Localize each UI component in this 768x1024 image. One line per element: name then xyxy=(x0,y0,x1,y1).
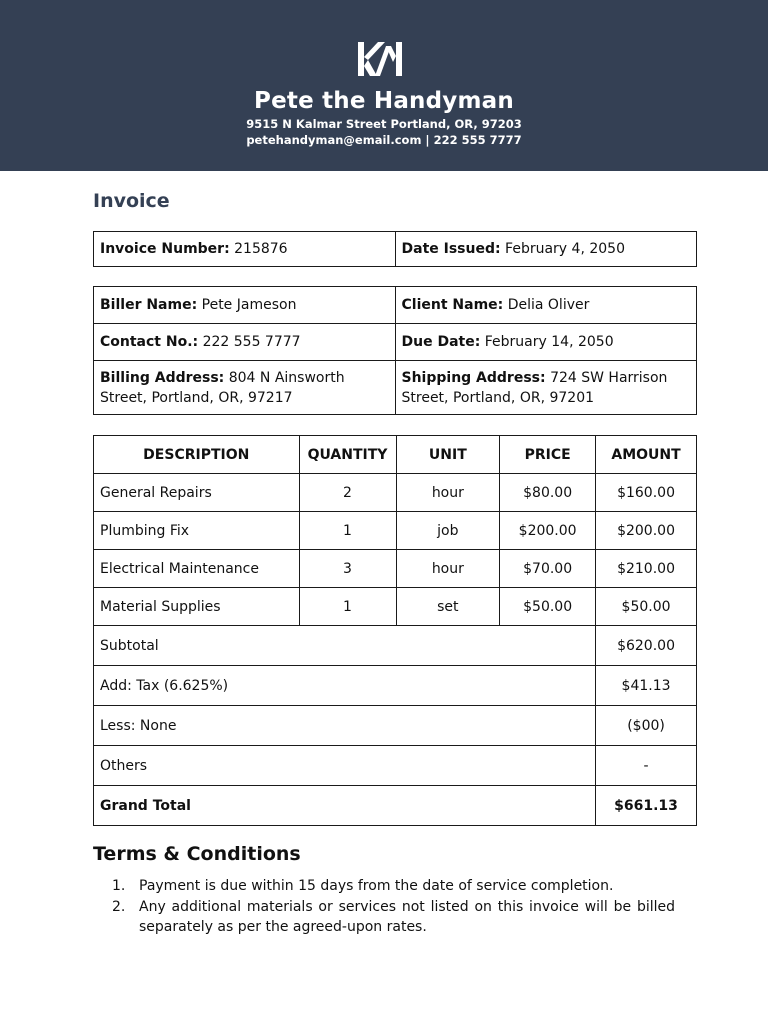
item-price: $80.00 xyxy=(500,474,596,512)
shipping-address-label: Shipping Address: xyxy=(401,369,546,386)
item-quantity: 1 xyxy=(299,588,396,626)
item-description: General Repairs xyxy=(94,474,300,512)
term-text: Payment is due within 15 days from the date of service completion. xyxy=(139,878,614,894)
term-text: Any additional materials or services not listed on this invoice will be billed separately as per the agreed-upon rates. xyxy=(139,898,675,935)
item-amount: $200.00 xyxy=(596,512,697,550)
contact-value: 222 555 7777 xyxy=(202,334,301,350)
km-monogram-icon xyxy=(358,42,402,76)
shipping-address-value: 724 SW Harrison Street, Portland, OR, 97201 xyxy=(401,369,668,406)
term-number: 2. xyxy=(112,898,126,915)
item-price: $70.00 xyxy=(500,550,596,588)
column-header-quantity: QUANTITY xyxy=(299,436,396,474)
biller-name-value: Pete Jameson xyxy=(201,297,297,313)
subtotal-label: Subtotal xyxy=(94,626,596,666)
item-description: Plumbing Fix xyxy=(94,512,300,550)
table-header-row xyxy=(94,436,697,474)
company-name: Pete the Handyman xyxy=(254,88,514,114)
company-contact: petehandyman@email.com | 222 555 7777 xyxy=(246,133,522,147)
grand-total-label: Grand Total xyxy=(94,786,596,826)
date-issued-label: Date Issued: xyxy=(401,241,501,257)
item-quantity: 1 xyxy=(299,512,396,550)
item-unit: set xyxy=(396,588,500,626)
due-date-cell xyxy=(395,324,697,361)
due-date-value: February 14, 2050 xyxy=(484,334,614,350)
discount-row xyxy=(94,706,697,746)
item-description: Material Supplies xyxy=(94,588,300,626)
subtotal-value: $620.00 xyxy=(596,626,697,666)
table-row xyxy=(94,550,697,588)
item-price: $200.00 xyxy=(500,512,596,550)
column-header-unit: UNIT xyxy=(396,436,500,474)
item-amount: $50.00 xyxy=(596,588,697,626)
term-number: 1. xyxy=(112,878,126,894)
tax-label: Add: Tax (6.625%) xyxy=(94,666,596,706)
table-row xyxy=(94,512,697,550)
terms-list xyxy=(112,876,675,938)
item-price: $50.00 xyxy=(500,588,596,626)
column-header-description: DESCRIPTION xyxy=(94,436,300,474)
due-date-label: Due Date: xyxy=(401,334,481,350)
discount-label: Less: None xyxy=(94,706,596,746)
grand-total-value: $661.13 xyxy=(596,786,697,826)
item-description: Electrical Maintenance xyxy=(94,550,300,588)
invoice-meta-table xyxy=(93,231,697,267)
client-name-label: Client Name: xyxy=(401,297,504,313)
column-header-price: PRICE xyxy=(500,436,596,474)
invoice-number-label: Invoice Number: xyxy=(100,241,230,257)
parties-table xyxy=(93,286,697,415)
tax-row xyxy=(94,666,697,706)
list-item xyxy=(112,897,675,938)
item-unit: hour xyxy=(396,550,500,588)
others-value: - xyxy=(596,746,697,786)
subtotal-row xyxy=(94,626,697,666)
date-issued-value: February 4, 2050 xyxy=(505,241,625,257)
contact-cell xyxy=(94,324,396,361)
client-name-cell xyxy=(395,287,697,324)
invoice-number-cell xyxy=(94,232,396,267)
item-amount: $210.00 xyxy=(596,550,697,588)
item-unit: hour xyxy=(396,474,500,512)
header-banner xyxy=(0,0,768,171)
item-amount: $160.00 xyxy=(596,474,697,512)
company-address: 9515 N Kalmar Street Portland, OR, 97203 xyxy=(246,117,522,131)
item-unit: job xyxy=(396,512,500,550)
item-quantity: 2 xyxy=(299,474,396,512)
client-name-value: Delia Oliver xyxy=(507,297,590,313)
billing-address-label: Billing Address: xyxy=(100,369,225,386)
contact-label: Contact No.: xyxy=(100,334,199,350)
discount-value: ($00) xyxy=(596,706,697,746)
tax-value: $41.13 xyxy=(596,666,697,706)
column-header-amount: AMOUNT xyxy=(596,436,697,474)
biller-name-label: Biller Name: xyxy=(100,297,198,313)
others-row xyxy=(94,746,697,786)
table-row xyxy=(94,588,697,626)
line-items-table xyxy=(93,435,697,826)
invoice-number-value: 215876 xyxy=(234,241,288,257)
terms-title: Terms & Conditions xyxy=(93,843,301,865)
date-issued-cell xyxy=(395,232,697,267)
others-label: Others xyxy=(94,746,596,786)
billing-address-value: 804 N Ainsworth Street, Portland, OR, 97217 xyxy=(100,369,345,406)
document-title: Invoice xyxy=(93,190,170,212)
shipping-address-cell xyxy=(395,361,697,415)
item-quantity: 3 xyxy=(299,550,396,588)
billing-address-cell xyxy=(94,361,396,415)
list-item xyxy=(112,876,675,897)
biller-name-cell xyxy=(94,287,396,324)
table-row xyxy=(94,474,697,512)
grand-total-row xyxy=(94,786,697,826)
